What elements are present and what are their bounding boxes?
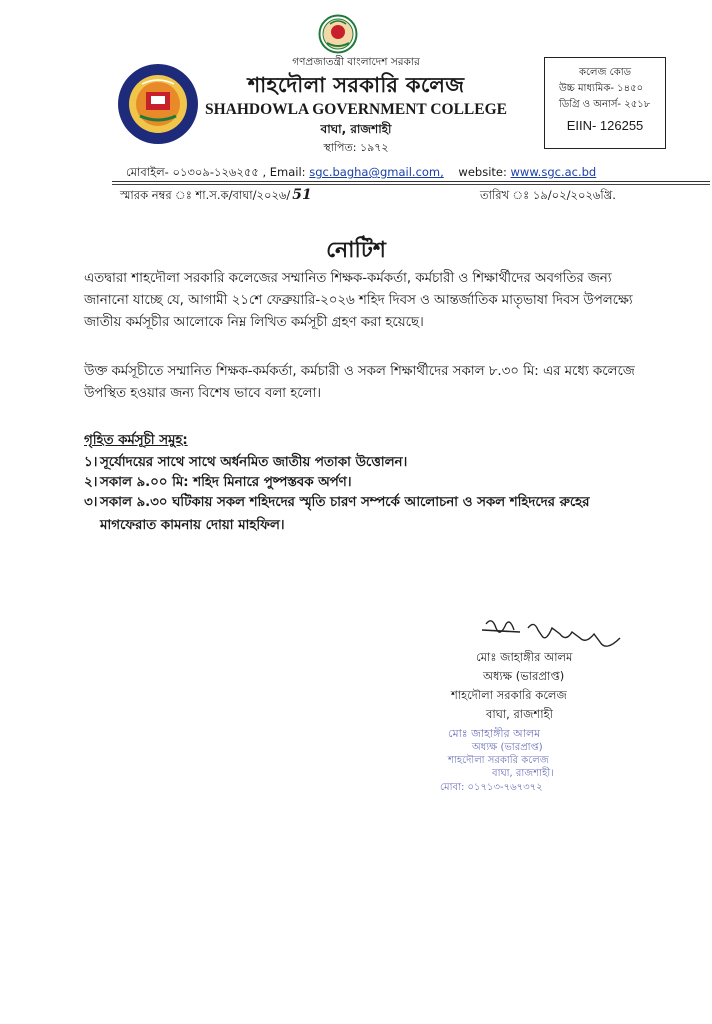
college-name-english: SHAHDOWLA GOVERNMENT COLLEGE <box>204 101 507 118</box>
memo-number-handwritten: 51 <box>292 187 312 203</box>
degree-honours-code: ডিগ্রি ও অনার্স- ২৫১৮ <box>559 99 651 110</box>
program-item-text: সূর্যোদয়ের সাথে সাথে অর্ধনমিত জাতীয় পতাকা উত্তোলন। <box>100 455 408 470</box>
college-name-bangla: শাহদৌলা সরকারি কলেজ <box>247 73 465 97</box>
program-item-text: সকাল ৯.০০ মি: শহিদ মিনারে পুষ্পস্তবক অর্পণ। <box>100 475 352 490</box>
notice-paragraph-2: উক্ত কর্মসূচীতে সম্মানিত শিক্ষক-কর্মকর্তা, কর্মচারী ও সকল শিক্ষার্থীদের সকাল ৮.৩০ মি: এর মধ্যে কলেজে উপস্থিত হওয়ার জন্য বিশেষ ভাবে বলা হলো। <box>84 364 635 401</box>
signatory-location: বাঘা, রাজশাহী <box>486 707 553 721</box>
signatory-name: মোঃ জাহাঙ্গীর আলম <box>476 650 573 664</box>
email-link[interactable]: sgc.bagha@gmail.com, <box>309 165 444 179</box>
handwritten-signature <box>480 612 630 652</box>
stamp-location: বাঘা, রাজশাহী। <box>492 768 554 779</box>
official-stamp <box>440 725 588 793</box>
mobile-number: মোবাইল- ০১৩০৯-১২৬২৫৫ , <box>126 165 267 179</box>
header-divider <box>112 181 710 182</box>
header-divider-thin <box>112 184 710 185</box>
government-emblem <box>318 14 358 54</box>
program-item-continuation: মাগফেরাত কামনায় দোয়া মাহফিল। <box>100 518 285 533</box>
program-item-number: ১। <box>84 455 98 470</box>
college-location: বাঘা, রাজশাহী <box>320 122 392 136</box>
program-item <box>84 492 590 514</box>
website-label: website: <box>458 165 507 179</box>
stamp-college: শাহদৌলা সরকারি কলেজ <box>448 755 549 766</box>
stamp-title: অধ্যক্ষ (ভারপ্রাপ্ত) <box>472 742 543 753</box>
hsc-code: উচ্চ মাধ্যমিক- ১৪৫০ <box>559 83 644 94</box>
notice-title: নোটিশ <box>326 238 386 263</box>
stamp-mobile: মোবা: ০১৭১৩-৭৬৭৩৭২ <box>440 782 543 793</box>
program-item-number: ২। <box>84 475 98 490</box>
program-item-number: ৩। <box>84 495 98 510</box>
eiin-number: EIIN- 126255 <box>566 118 644 133</box>
notice-paragraph-1: এতদ্বারা শাহদৌলা সরকারি কলেজের সম্মানিত শিক্ষক-কর্মকর্তা, কর্মচারী ও শিক্ষার্থীদের অবগতির জন্য জানানো যাচ্ছে যে, আগামী ২১শে ফেব্রুয়ারি-২০২৬ শহিদ দিবস ও আন্তর্জাতিক মাতৃভাষা দিবস উপলক্ষ্যে জাতীয় কর্মসূচীর আলোকে নিম্ন লিখিত কর্মসূচী গ্রহণ করা হয়েছে। <box>84 271 633 330</box>
signatory-title: অধ্যক্ষ (ভারপ্রাপ্ত) <box>483 669 565 683</box>
stamp-name: মোঃ জাহাঙ্গীর আলম <box>448 727 541 740</box>
signatory-college: শাহদৌলা সরকারি কলেজ <box>451 688 567 702</box>
college-logo <box>116 62 200 146</box>
program-item <box>84 472 352 494</box>
college-code-box <box>544 57 666 149</box>
notice-date: তারিখ ঃ ১৯/০২/২০২৬খ্রি. <box>480 188 616 202</box>
email-label: Email: <box>269 165 306 179</box>
memo-label: স্মারক নম্বর ঃ শা.স.ক/বাঘা/২০২৬/ <box>120 188 291 202</box>
program-item <box>84 452 408 474</box>
program-item-text: সকাল ৯.৩০ ঘটিকায় সকল শহিদদের স্মৃতি চারণ সম্পর্কে আলোচনা ও সকল শহিদদের রুহের <box>100 495 590 510</box>
memo-reference <box>120 187 312 206</box>
program-heading: গৃহিত কর্মসূচী সমুহ: <box>84 433 188 448</box>
code-box-title: কলেজ কোড <box>579 67 631 78</box>
website-link[interactable]: www.sgc.ac.bd <box>510 165 597 179</box>
established-year: স্থাপিত: ১৯৭২ <box>323 141 389 154</box>
government-line: গণপ্রজাতন্ত্রী বাংলাদেশ সরকার <box>292 56 420 68</box>
